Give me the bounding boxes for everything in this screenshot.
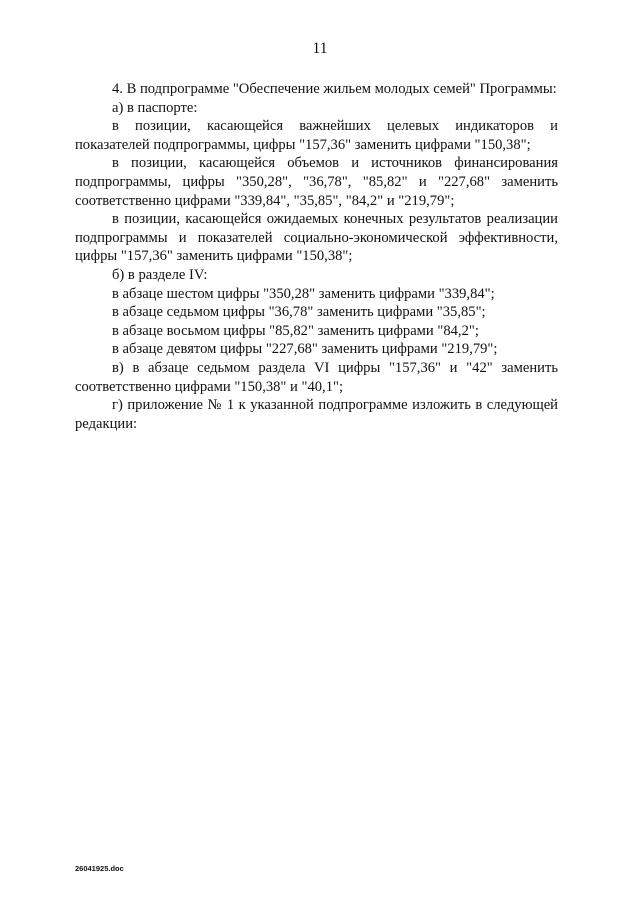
page-number: 11 <box>312 40 328 57</box>
paragraph-item-a: а) в паспорте: <box>112 99 198 116</box>
paragraph-section-4: 4. В подпрограмме "Обеспечение жильем молодых семей" Программы: <box>112 81 557 97</box>
document-body <box>75 80 558 433</box>
paragraph-abzac-8: в абзаце восьмом цифры "85,82" заменить цифрами "84,2"; <box>112 322 479 339</box>
paragraph-abzac-9: в абзаце девятом цифры "227,68" заменить цифрами "219,79"; <box>112 341 498 358</box>
paragraph-abzac-7: в абзаце седьмом цифры "36,78" заменить цифрами "35,85"; <box>112 304 486 321</box>
paragraph-item-b: б) в разделе IV: <box>112 266 208 283</box>
paragraph-financing: в позиции, касающейся объемов и источников финансирования подпрограммы, цифры "350,28", "36,78", "85,82" и "227,68" заменить соответственно цифрами "339,84", "35,85", "84,2" и "219,79"; <box>75 155 558 209</box>
paragraph-item-v: в) в абзаце седьмом раздела VI цифры "157,36" и "42" заменить соответственно цифрами "150,38" и "40,1"; <box>75 359 558 395</box>
footer-file-code: 26041925.doc <box>75 864 124 873</box>
paragraph-item-g: г) приложение № 1 к указанной подпрограмме изложить в следующей редакции: <box>75 397 558 432</box>
paragraph-indicators: в позиции, касающейся важнейших целевых индикаторов и показателей подпрограммы, цифры "157,36" заменить цифрами "150,38"; <box>75 118 558 153</box>
paragraph-abzac-6: в абзаце шестом цифры "350,28" заменить цифрами "339,84"; <box>112 285 495 302</box>
paragraph-expected-results: в позиции, касающейся ожидаемых конечных результатов реализации подпрограммы и показателей социально-экономической эффективности, цифры "157,36" заменить цифрами "150,38"; <box>75 211 558 265</box>
